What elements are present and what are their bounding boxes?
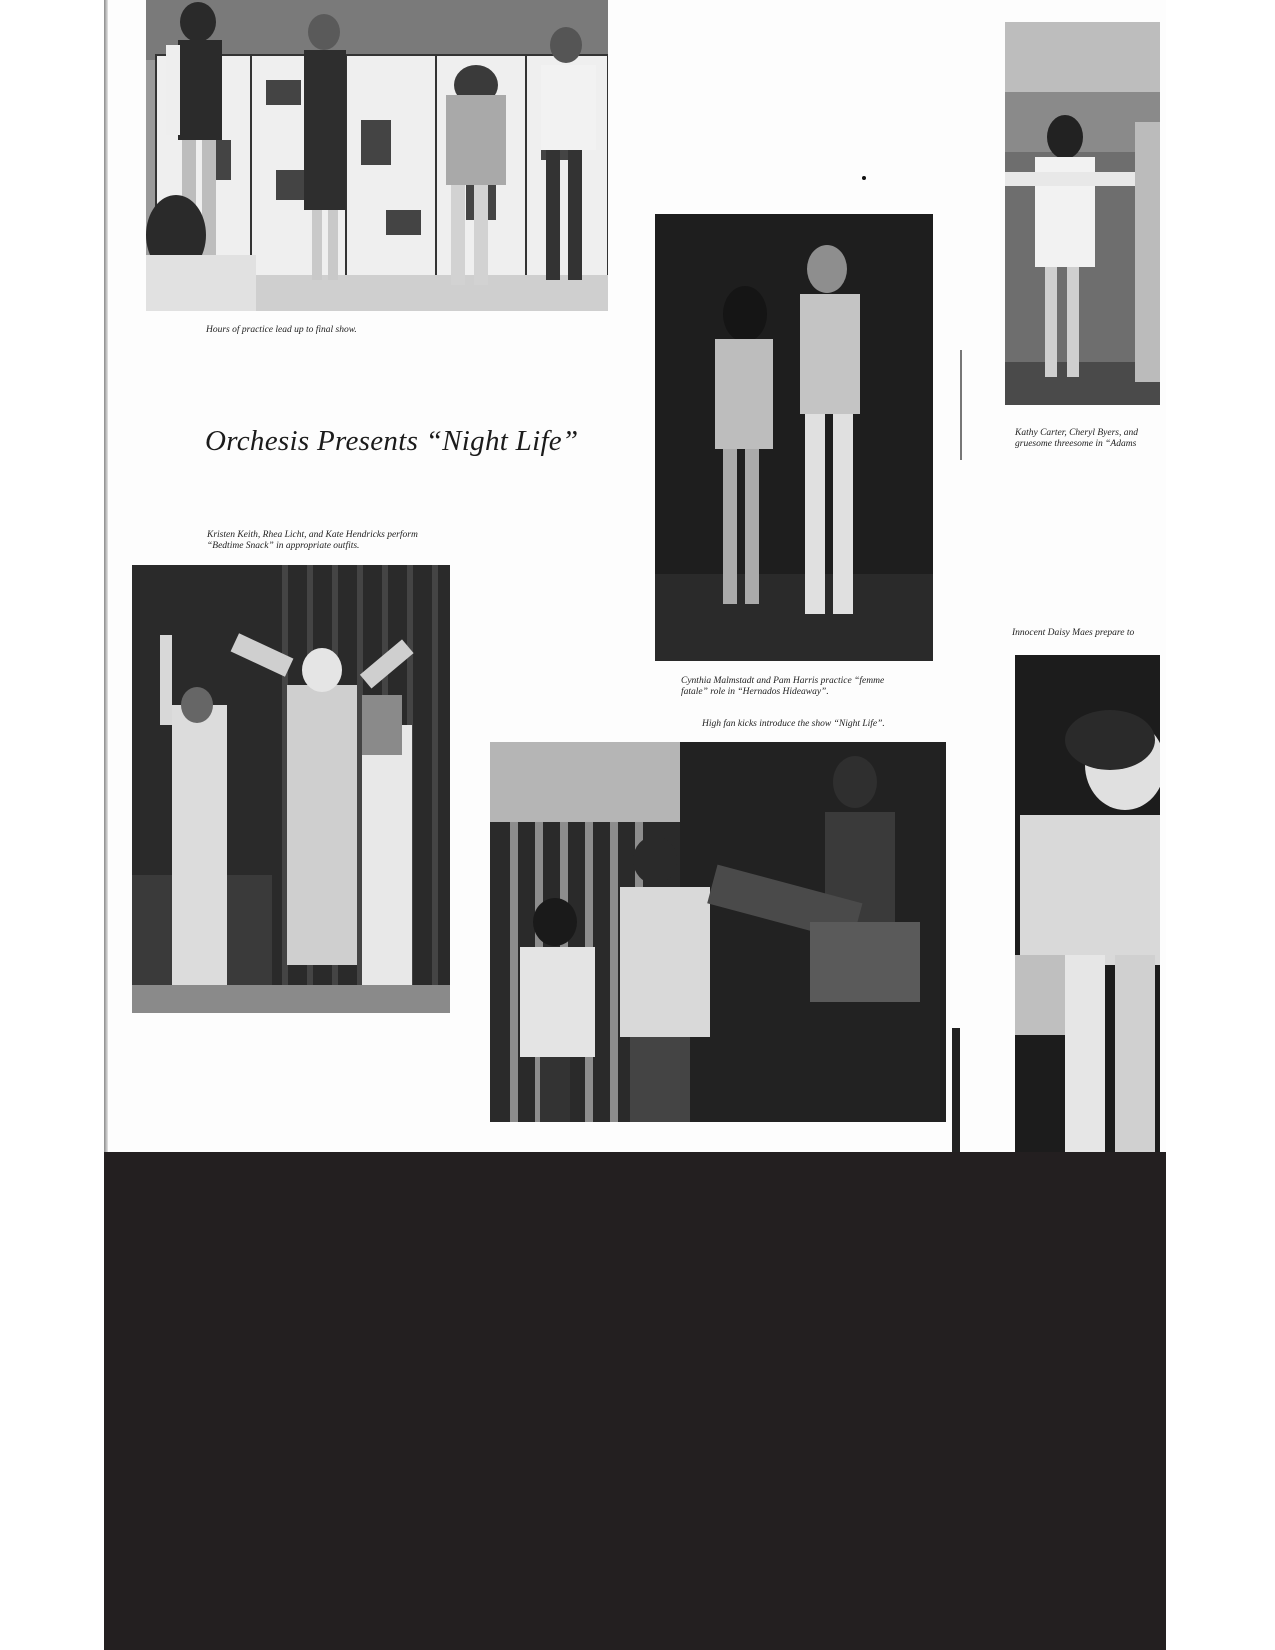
photo-femme-fatale bbox=[655, 214, 933, 661]
gutter-mark bbox=[960, 350, 962, 460]
photo-threesome bbox=[1005, 22, 1160, 405]
gutter-mark bbox=[952, 1028, 960, 1152]
page-binding-edge bbox=[104, 0, 108, 1152]
caption-threesome: Kathy Carter, Cheryl Byers, and gruesome threesome in “Adams bbox=[1015, 428, 1138, 449]
photo-practice bbox=[146, 0, 608, 311]
photo-fan-kicks bbox=[490, 742, 946, 1122]
speck bbox=[862, 176, 866, 180]
page-headline: Orchesis Presents “Night Life” bbox=[205, 425, 579, 457]
caption-femme-fatale: Cynthia Malmstadt and Pam Harris practice “femme fatale” role in “Hernados Hideaway”. bbox=[681, 676, 885, 697]
bottom-dark-band bbox=[104, 1152, 1166, 1650]
caption-practice: Hours of practice lead up to final show. bbox=[206, 325, 357, 335]
caption-fan-kicks: High fan kicks introduce the show “Night Life”. bbox=[702, 719, 885, 729]
caption-bedtime-snack: Kristen Keith, Rhea Licht, and Kate Hendricks perform “Bedtime Snack” in appropriate outfits. bbox=[207, 530, 418, 551]
photo-bedtime-snack bbox=[132, 565, 450, 1013]
photo-daisy-maes bbox=[1015, 655, 1160, 1152]
caption-daisy-maes: Innocent Daisy Maes prepare to bbox=[1012, 628, 1135, 638]
